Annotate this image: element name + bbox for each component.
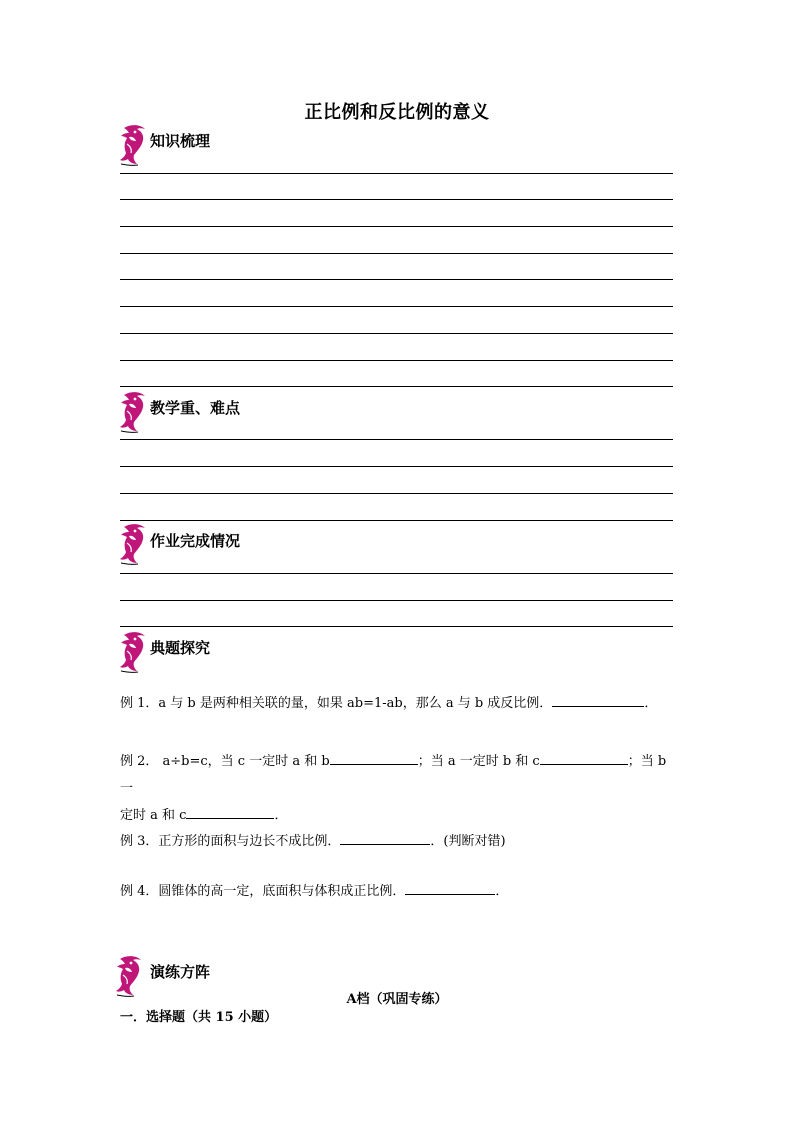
example-1: 例 1．a 与 b 是两种相关联的量，如果 ab=1-ab，那么 a 与 b 成反比例． ． <box>120 696 658 711</box>
answer-blank[interactable] <box>330 752 418 765</box>
section-title-key-points: 教学重、难点 <box>150 399 241 417</box>
section-title-homework: 作业完成情况 <box>150 532 241 550</box>
answer-blank[interactable] <box>340 832 430 845</box>
example-3: 例 3．正方形的面积与边长不成比例． ．(判断对错) <box>120 834 506 849</box>
answer-line <box>120 253 673 254</box>
dolphin-icon <box>118 124 150 168</box>
answer-line <box>120 573 673 574</box>
example-2: 例 2． a÷b=c，当 c 一定时 a 和 b ；当 a 一定时 b 和 c ；当 b 一 定时 a 和 c ． <box>120 754 667 823</box>
practice-part-title: 一．选择题（共 15 小题） <box>120 1010 278 1025</box>
answer-line <box>120 333 673 334</box>
practice-level: A档（巩固专练） <box>346 992 448 1007</box>
dolphin-icon <box>118 631 150 675</box>
answer-line <box>120 306 673 307</box>
section-title-knowledge: 知识梳理 <box>150 132 211 150</box>
answer-line <box>120 439 673 440</box>
dolphin-icon <box>118 523 150 567</box>
section-title-practice: 演练方阵 <box>150 963 211 981</box>
answer-blank[interactable] <box>186 806 274 819</box>
answer-blank[interactable] <box>540 752 628 765</box>
dolphin-icon <box>118 391 150 435</box>
page-title: 正比例和反比例的意义 <box>304 102 490 123</box>
answer-line <box>120 199 673 200</box>
answer-line <box>120 493 673 494</box>
answer-line <box>120 360 673 361</box>
answer-line <box>120 226 673 227</box>
answer-line <box>120 386 673 387</box>
section-title-examples: 典题探究 <box>150 639 211 657</box>
answer-line <box>120 520 673 521</box>
answer-blank[interactable] <box>552 694 644 707</box>
answer-line <box>120 600 673 601</box>
example-4: 例 4．圆锥体的高一定，底面积与体积成正比例． ． <box>120 884 509 899</box>
answer-line <box>120 626 673 627</box>
answer-line <box>120 173 673 174</box>
answer-line <box>120 466 673 467</box>
answer-line <box>120 279 673 280</box>
answer-blank[interactable] <box>405 882 495 895</box>
